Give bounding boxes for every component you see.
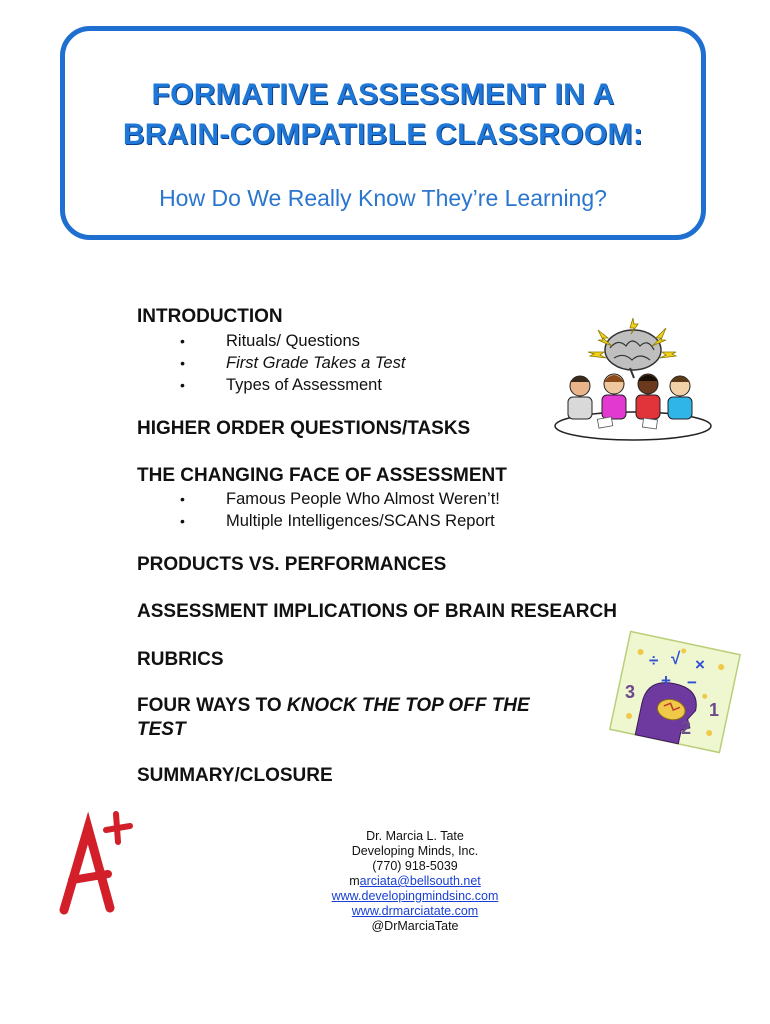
four-ways-italic-2: TEST	[137, 719, 186, 740]
heading-summary: SUMMARY/CLOSURE	[137, 765, 333, 786]
math-symbol-divide: ÷	[649, 651, 659, 670]
email-link[interactable]: arciata@bellsouth.net	[359, 874, 481, 888]
math-symbol-times: ×	[695, 655, 705, 674]
heading-higher-order: HIGHER ORDER QUESTIONS/TASKS	[137, 418, 471, 439]
heading-introduction: INTRODUCTION	[137, 306, 283, 327]
math-symbol-root: √	[671, 649, 681, 668]
four-ways-plain: FOUR WAYS TO	[137, 695, 287, 716]
title-box	[60, 26, 706, 240]
a-plus-label: A+	[58, 808, 60, 809]
math-number-1: 1	[709, 700, 720, 720]
brain-icon	[605, 330, 661, 378]
list-item: • Multiple Intelligences/SCANS Report	[180, 510, 500, 532]
heading-four-ways	[137, 694, 530, 742]
math-thinking-illustration	[605, 630, 745, 755]
brain-students-illustration	[548, 318, 718, 443]
contact-company: Developing Minds, Inc.	[351, 844, 479, 858]
contact-name: Dr. Marcia L. Tate	[366, 829, 464, 843]
contact-phone: (770) 918-5039	[372, 859, 458, 873]
heading-implications: ASSESSMENT IMPLICATIONS OF BRAIN RESEARCH	[137, 601, 617, 622]
list-item: • Rituals/ Questions	[180, 330, 405, 352]
a-plus-grade-icon	[58, 808, 138, 918]
title-line-1: FORMATIVE ASSESSMENT IN A	[151, 78, 615, 111]
four-ways-italic-1: KNOCK THE TOP OFF THE	[286, 695, 530, 716]
title-line-2: BRAIN-COMPATIBLE CLASSROOM:	[122, 118, 644, 151]
contact-twitter: @DrMarciaTate	[371, 919, 459, 933]
heading-changing-face: THE CHANGING FACE OF ASSESSMENT	[137, 465, 507, 486]
math-symbol-minus: −	[687, 673, 697, 692]
email-prefix: m	[349, 874, 360, 888]
website-link-1[interactable]: www.developingmindsinc.com	[331, 889, 499, 903]
introduction-list	[180, 330, 405, 396]
contact-block	[280, 829, 550, 934]
heading-rubrics: RUBRICS	[137, 649, 224, 670]
math-number-3: 3	[625, 682, 636, 702]
list-item: • First Grade Takes a Test	[180, 352, 405, 374]
math-number-2: 2	[681, 718, 692, 738]
list-item: • Types of Assessment	[180, 374, 405, 396]
math-symbol-plus: +	[661, 671, 671, 690]
heading-products: PRODUCTS VS. PERFORMANCES	[137, 554, 447, 575]
subtitle: How Do We Really Know They’re Learning?	[159, 185, 607, 211]
changing-face-list	[180, 488, 500, 532]
list-item: • Famous People Who Almost Weren’t!	[180, 488, 500, 510]
contact-email-line	[280, 874, 550, 889]
website-link-2[interactable]: www.drmarciatate.com	[351, 904, 479, 918]
